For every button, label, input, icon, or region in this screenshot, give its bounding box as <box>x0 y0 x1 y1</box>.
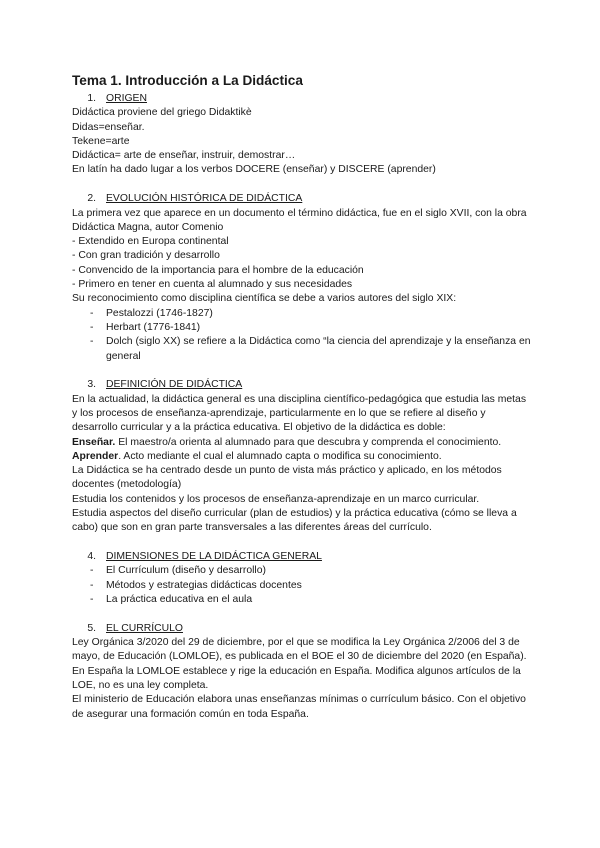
list-item <box>72 564 534 578</box>
section-title: ORIGEN <box>106 93 147 104</box>
list-item <box>72 593 534 607</box>
feature-line: - Primero en tener en cuenta al alumnado y sus necesidades <box>72 279 353 291</box>
aprender-term: Aprender <box>72 450 119 462</box>
definicion-paragraph: En la actualidad, la didáctica general es una disciplina científico-pedagógica que estudia las metas y los procesos de enseñanza-aprendizaje, particularmente en lo que se refiere al diseño y desarrollo curricular y a la práctica educativa. El objetivo de la didáctica es doble: <box>72 393 527 434</box>
recognition-line: Su reconocimiento como disciplina científica se debe a varios autores del siglo XIX: <box>72 293 457 305</box>
section-heading-evolucion <box>72 192 534 206</box>
definicion-paragraph: Estudia los contenidos y los procesos de enseñanza-aprendizaje en un marco curricular. <box>72 493 480 505</box>
section-title: DIMENSIONES DE LA DIDÁCTICA GENERAL <box>106 551 322 563</box>
list-item-text: Métodos y estrategias didácticas docentes <box>106 579 302 591</box>
evolucion-intro: La primera vez que aparece en un documento el término didáctica, fue en el siglo XVII, con la obra <box>72 207 527 219</box>
evolucion-line: Didáctica Magna, autor Comenio <box>72 221 224 233</box>
dash-bullet: - <box>90 579 94 591</box>
list-item-text: La práctica educativa en el aula <box>106 594 253 605</box>
section-number: 4. <box>87 551 96 563</box>
section-number: 2. <box>87 193 96 205</box>
dash-bullet: - <box>90 307 94 319</box>
section-number: 3. <box>87 379 96 391</box>
section-title: EL CURRÍCULO <box>106 622 183 634</box>
ensenar-paragraph <box>72 436 534 450</box>
list-item-text: Dolch (siglo XX) se refiere a la Didáctica como “la ciencia del aprendizaje y la enseñanza en general <box>106 336 531 362</box>
origen-line: Didáctica proviene del griego Didaktikè <box>72 107 252 119</box>
list-item <box>72 307 534 321</box>
ensenar-term: Enseñar. <box>72 436 116 448</box>
section-title: DEFINICIÓN DE DIDÁCTICA <box>106 379 243 391</box>
section-heading-definicion <box>72 378 534 392</box>
section-number: 5. <box>87 622 96 634</box>
section-heading-origen <box>72 92 534 106</box>
origen-line: Didáctica= arte de enseñar, instruir, demostrar… <box>72 150 296 162</box>
authors-list <box>72 307 534 364</box>
aprender-paragraph <box>72 450 534 464</box>
list-item <box>72 579 534 593</box>
feature-line: - Convencido de la importancia para el hombre de la educación <box>72 264 364 276</box>
list-item-text: El Currículum (diseño y desarrollo) <box>106 565 266 577</box>
list-item-text: Herbart (1776-1841) <box>106 321 201 333</box>
origen-line: En latín ha dado lugar a los verbos DOCERE (enseñar) y DISCERE (aprender) <box>72 164 436 176</box>
ensenar-definition: El maestro/a orienta al alumnado para que descubra y comprenda el conocimiento. <box>115 436 502 448</box>
definicion-paragraph: Estudia aspectos del diseño curricular (plan de estudios) y la práctica educativa (cómo se lleva a cabo) que son en gran parte transversales a las diferentes áreas del currículo. <box>72 508 517 534</box>
document-title: Tema 1. Introducción a La Didáctica <box>72 73 303 88</box>
dash-bullet: - <box>90 321 94 333</box>
list-item-text: Pestalozzi (1746-1827) <box>106 307 213 319</box>
curriculo-paragraph: El ministerio de Educación elabora unas enseñanzas mínimas o currículum básico. Con el objetivo de asegurar una formación común en toda España. <box>72 694 526 720</box>
definicion-paragraph: La Didáctica se ha centrado desde un punto de vista más práctico y aplicado, en los métodos docentes (metodología) <box>72 465 502 491</box>
aprender-definition: . Acto mediante el cual el alumnado capta o modifica su conocimiento. <box>118 450 442 462</box>
dimensions-list <box>72 564 534 607</box>
dash-bullet: - <box>90 565 94 577</box>
list-item <box>72 321 534 335</box>
list-item <box>72 335 534 364</box>
curriculo-paragraph: Ley Orgánica 3/2020 del 29 de diciembre, por el que se modifica la Ley Orgánica 2/2006 del 3 de mayo, de Educación (LOMLOE), es publicada en el BOE el 30 de diciembre del 2020 (en España). En España la LOMLOE establece y rige la educación en España. Modifica algunos artículos de la LOE, no es una ley completa. <box>72 637 527 691</box>
section-number: 1. <box>87 93 96 104</box>
feature-line: - Extendido en Europa continental <box>72 236 229 248</box>
feature-line: - Con gran tradición y desarrollo <box>72 250 220 262</box>
origen-line: Tekene=arte <box>72 135 130 147</box>
document-body <box>72 72 534 722</box>
section-heading-curriculo <box>72 622 534 636</box>
dash-bullet: - <box>90 336 94 348</box>
section-title: EVOLUCIÓN HISTÓRICA DE DIDÁCTICA <box>106 193 303 205</box>
origen-line: Didas=enseñar. <box>72 121 145 133</box>
dash-bullet: - <box>90 594 94 605</box>
section-heading-dimensiones <box>72 550 534 564</box>
